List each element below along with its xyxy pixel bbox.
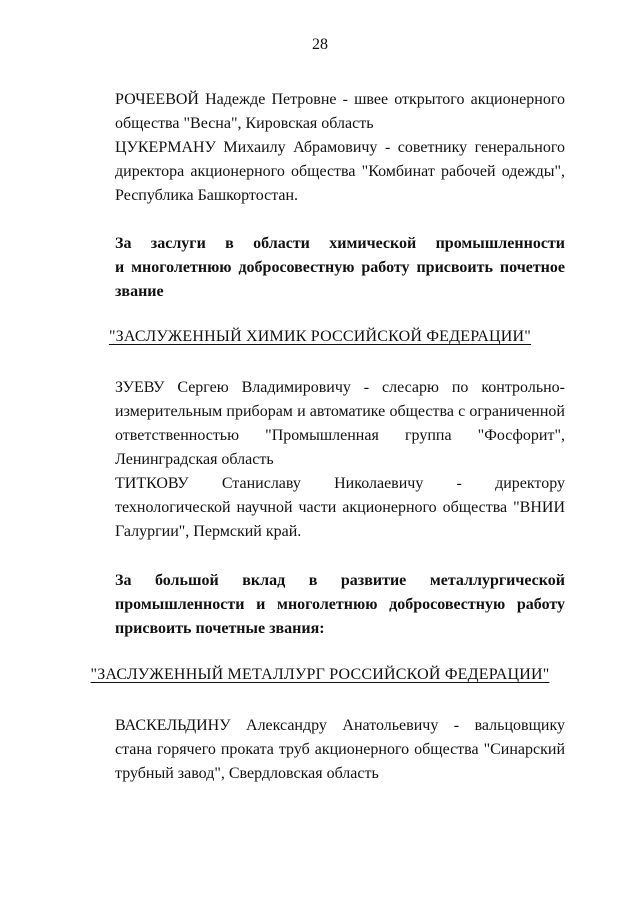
honorary-title-chemist: "ЗАСЛУЖЕННЫЙ ХИМИК РОССИЙСКОЙ ФЕДЕРАЦИИ" [108, 328, 532, 345]
award-entry-zuev [75, 376, 565, 472]
entry-line: трубный завод", Свердловская область [115, 765, 379, 782]
entry-line: общества "Весна", Кировская область [115, 115, 374, 132]
entry-line: ЦУКЕРМАНУ Михаилу Абрамовичу - советнику генерального [115, 139, 565, 156]
entry-line: стана горячего проката труб акционерного общества "Синарский [115, 741, 565, 758]
honorary-title-metallurgist: "ЗАСЛУЖЕННЫЙ МЕТАЛЛУРГ РОССИЙСКОЙ ФЕДЕРАЦИИ" [90, 666, 550, 683]
decree-line: и многолетнюю добросовестную работу присвоить почетное [115, 259, 565, 276]
decree-line: За большой вклад в развитие металлургической [115, 572, 565, 589]
award-decree-metallurgy [75, 569, 565, 641]
entry-line: технологической научной части акционерного общества "ВНИИ [115, 499, 565, 516]
entry-line: директора акционерного общества "Комбинат рабочей одежды", [115, 163, 565, 180]
award-decree-chemistry [75, 232, 565, 304]
decree-line: звание [115, 283, 164, 300]
entry-line: Галургии", Пермский край. [115, 523, 302, 540]
decree-line: За заслуги в области химической промышленности [115, 235, 565, 252]
entry-line: ответственностью "Промышленная группа "Фосфорит", [115, 427, 565, 444]
entry-line: ВАСКЕЛЬДИНУ Александру Анатольевичу - вальцовщику [115, 717, 565, 734]
entry-line: РОЧЕЕВОЙ Надежде Петровне - швее открытого акционерного [115, 91, 565, 108]
award-entry-tsukerman [75, 136, 565, 208]
entry-line: измерительным приборам и автоматике общества с ограниченной [115, 403, 565, 420]
award-entry-rocheeva [75, 88, 565, 136]
award-entry-vaskeldin [75, 714, 565, 786]
decree-line: промышленности и многолетнюю добросовестную работу [115, 596, 565, 613]
entry-line: ТИТКОВУ Станиславу Николаевичу - директору [115, 475, 565, 492]
page-number: 28 [312, 36, 328, 53]
award-entry-titkov [75, 472, 565, 544]
decree-line: присвоить почетные звания: [115, 620, 325, 637]
entry-line: Республика Башкортостан. [115, 187, 299, 204]
entry-line: Ленинградская область [115, 451, 274, 468]
entry-line: ЗУЕВУ Сергею Владимировичу - слесарю по контрольно- [115, 379, 565, 396]
